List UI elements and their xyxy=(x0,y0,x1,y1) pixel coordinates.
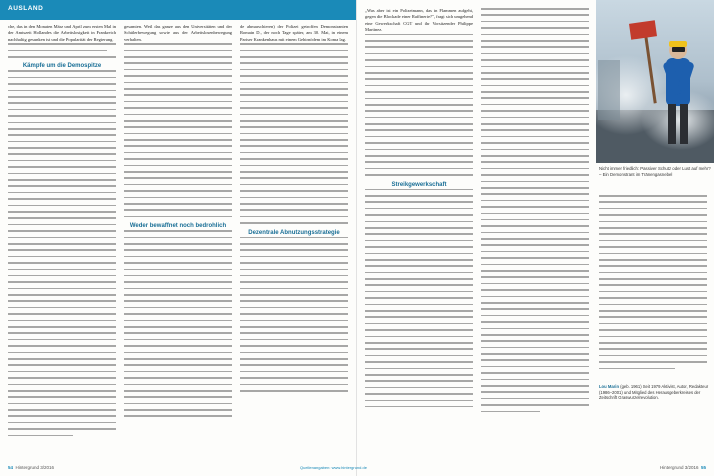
protest-photo xyxy=(596,0,714,163)
right-page xyxy=(357,0,714,476)
footer-text: Hintergrund 3/2016 xyxy=(15,465,55,470)
author-description: (geb. 1961) Seit 1979 Aktivist, Autor, Redakteur (1986–2001) und Mitglied des Herausgeberkreises der Zeitschrift Graswurzelrevolution. xyxy=(599,384,709,401)
subhead: Weder bewaffnet noch bedrohlich xyxy=(129,223,227,230)
footer-right xyxy=(660,465,706,470)
left-column-1 xyxy=(8,24,116,456)
subhead: Kämpfe um die Demospitze xyxy=(22,63,102,70)
paragraph: de abmarschieren) der Polizei getroffen Demonstranten Romain D., der noch Tage später, am 30. Mai, in einem Pariser Krankenhaus mit einem Gehirnödem im Koma lag. xyxy=(240,24,348,42)
source-credit: Quellenangaben: www.hintergrund.de xyxy=(300,465,367,470)
subhead: Dezentrale Abnutzungsstrategie xyxy=(248,229,340,236)
footer-left xyxy=(8,465,54,470)
paragraph: che, das in den Monaten März und April zum ersten Mal in der Amtszeit Hollandes die Arbeitslosigkeit in Frankreich nachhaltig gesunken ist und die Popularität der Regierung. xyxy=(8,24,116,42)
right-column-2 xyxy=(481,8,589,456)
author-bio xyxy=(599,384,711,401)
author-name: Lou Marin xyxy=(599,384,620,389)
photo-caption: Nicht immer friedlich: Passiver Schutz oder Lust auf mehr? – Ein Demonstrant im Tränengasnebel xyxy=(599,166,711,177)
subhead: Streikgewerkschaft xyxy=(391,181,447,188)
paragraph: gesamten. Weil das ganze aus den Universitäten und der Schülerbewegung sowie aus der Arbeitslosenbewegung verhalten. xyxy=(124,24,232,42)
page-number: 54 xyxy=(8,465,14,470)
protest-photo-graphic xyxy=(596,0,714,163)
left-column-3 xyxy=(240,24,348,456)
footer-text: Hintergrund 3/2016 xyxy=(659,465,699,470)
paragraph: „Was aber ist ein Polizeimann, das in Flammen aufgeht, gegen die Blockade einer Raffinerie?", fragt sich umgehend eine Gewerkschaft CGT und ihr Vorsitzender Philippe Martinez. xyxy=(365,8,473,33)
section-label: AUSLAND xyxy=(8,5,44,12)
right-column-3 xyxy=(599,195,707,380)
left-column-2 xyxy=(124,24,232,456)
page-number: 55 xyxy=(700,465,706,470)
section-bar xyxy=(0,0,357,20)
right-column-1 xyxy=(365,8,473,456)
